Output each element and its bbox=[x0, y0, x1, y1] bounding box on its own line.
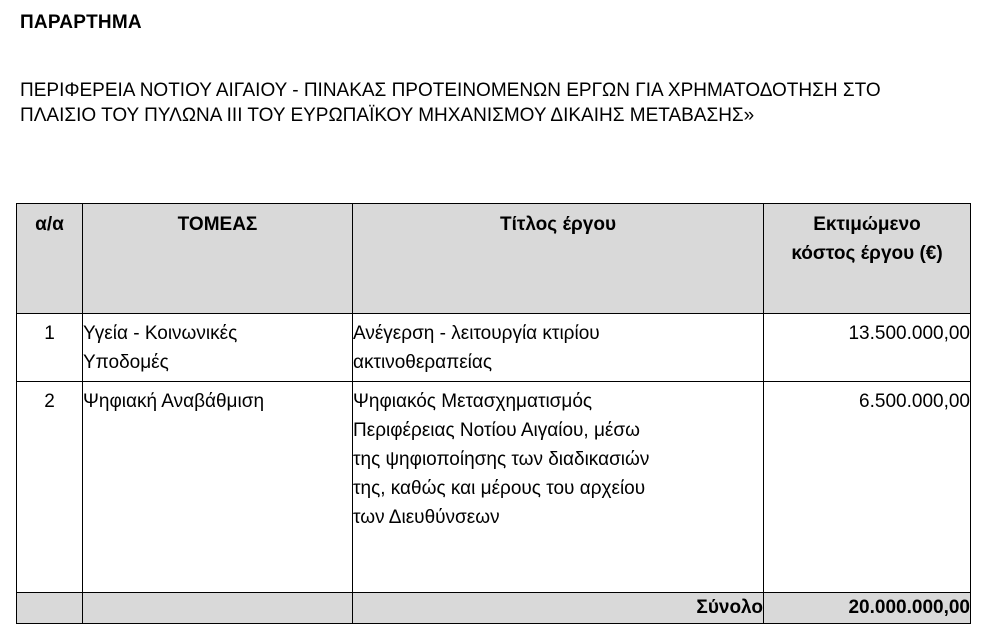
table-footer bbox=[17, 593, 971, 624]
total-label: Σύνολο bbox=[353, 593, 764, 624]
column-header-cost bbox=[764, 204, 971, 314]
table-body bbox=[17, 314, 971, 593]
total-empty-cell bbox=[83, 593, 353, 624]
total-row bbox=[17, 593, 971, 624]
column-header-sector: ΤΟΜΕΑΣ bbox=[83, 204, 353, 314]
cell-title-line: Ανέγερση - λειτουργία κτιρίου bbox=[353, 323, 600, 344]
table-header-row bbox=[17, 204, 971, 314]
annex-label: ΠΑΡΑΡΤΗΜΑ bbox=[20, 12, 142, 33]
document-heading-line-2: ΠΛΑΙΣΙΟ ΤΟΥ ΠΥΛΩΝΑ ΙΙΙ ΤΟΥ ΕΥΡΩΠΑΪΚΟΥ ΜΗΧΑΝΙΣΜΟΥ ΔΙΚΑΙΗΣ ΜΕΤΑΒΑΣΗΣ» bbox=[20, 105, 755, 126]
cell-project-title bbox=[353, 382, 764, 593]
cell-sector-line: Ψηφιακή Αναβάθμιση bbox=[83, 391, 265, 412]
proposed-projects-table bbox=[16, 203, 971, 624]
table-header bbox=[17, 204, 971, 314]
cell-title-line: Ψηφιακός Μετασχηματισμός bbox=[353, 391, 593, 412]
cell-project-title bbox=[353, 314, 764, 382]
document-heading-line-1: ΠΕΡΙΦΕΡΕΙΑ ΝΟΤΙΟΥ ΑΙΓΑΙΟΥ - ΠΙΝΑΚΑΣ ΠΡΟΤΕΙΝΟΜΕΝΩΝ ΕΡΓΩΝ ΓΙΑ ΧΡΗΜΑΤΟΔΟΤΗΣΗ ΣΤΟ bbox=[20, 80, 881, 101]
cell-sector bbox=[83, 382, 353, 593]
cell-sector-line: Υποδομές bbox=[83, 352, 169, 373]
document-heading bbox=[20, 78, 985, 128]
table-row bbox=[17, 382, 971, 593]
cell-cost: 13.500.000,00 bbox=[764, 314, 971, 382]
column-header-title: Τίτλος έργου bbox=[353, 204, 764, 314]
total-value: 20.000.000,00 bbox=[764, 593, 971, 624]
column-header-cost-line-2: κόστος έργου (€) bbox=[791, 243, 943, 264]
cell-title-line: Περιφέρειας Νοτίου Αιγαίου, μέσω bbox=[353, 420, 640, 441]
cell-sector bbox=[83, 314, 353, 382]
cell-sector-line: Υγεία - Κοινωνικές bbox=[83, 323, 238, 344]
cell-title-line: των Διευθύνσεων bbox=[353, 507, 500, 528]
cell-cost: 6.500.000,00 bbox=[764, 382, 971, 593]
column-header-aa: α/α bbox=[17, 204, 83, 314]
cell-title-line: της ψηφιοποίησης των διαδικασιών bbox=[353, 449, 650, 470]
column-header-cost-line-1: Εκτιμώμενο bbox=[813, 214, 921, 235]
cell-title-line: της, καθώς και μέρους του αρχείου bbox=[353, 478, 646, 499]
cell-aa: 1 bbox=[17, 314, 83, 382]
table-row bbox=[17, 314, 971, 382]
cell-title-line: ακτινοθεραπείας bbox=[353, 352, 493, 373]
cell-aa: 2 bbox=[17, 382, 83, 593]
total-empty-cell bbox=[17, 593, 83, 624]
